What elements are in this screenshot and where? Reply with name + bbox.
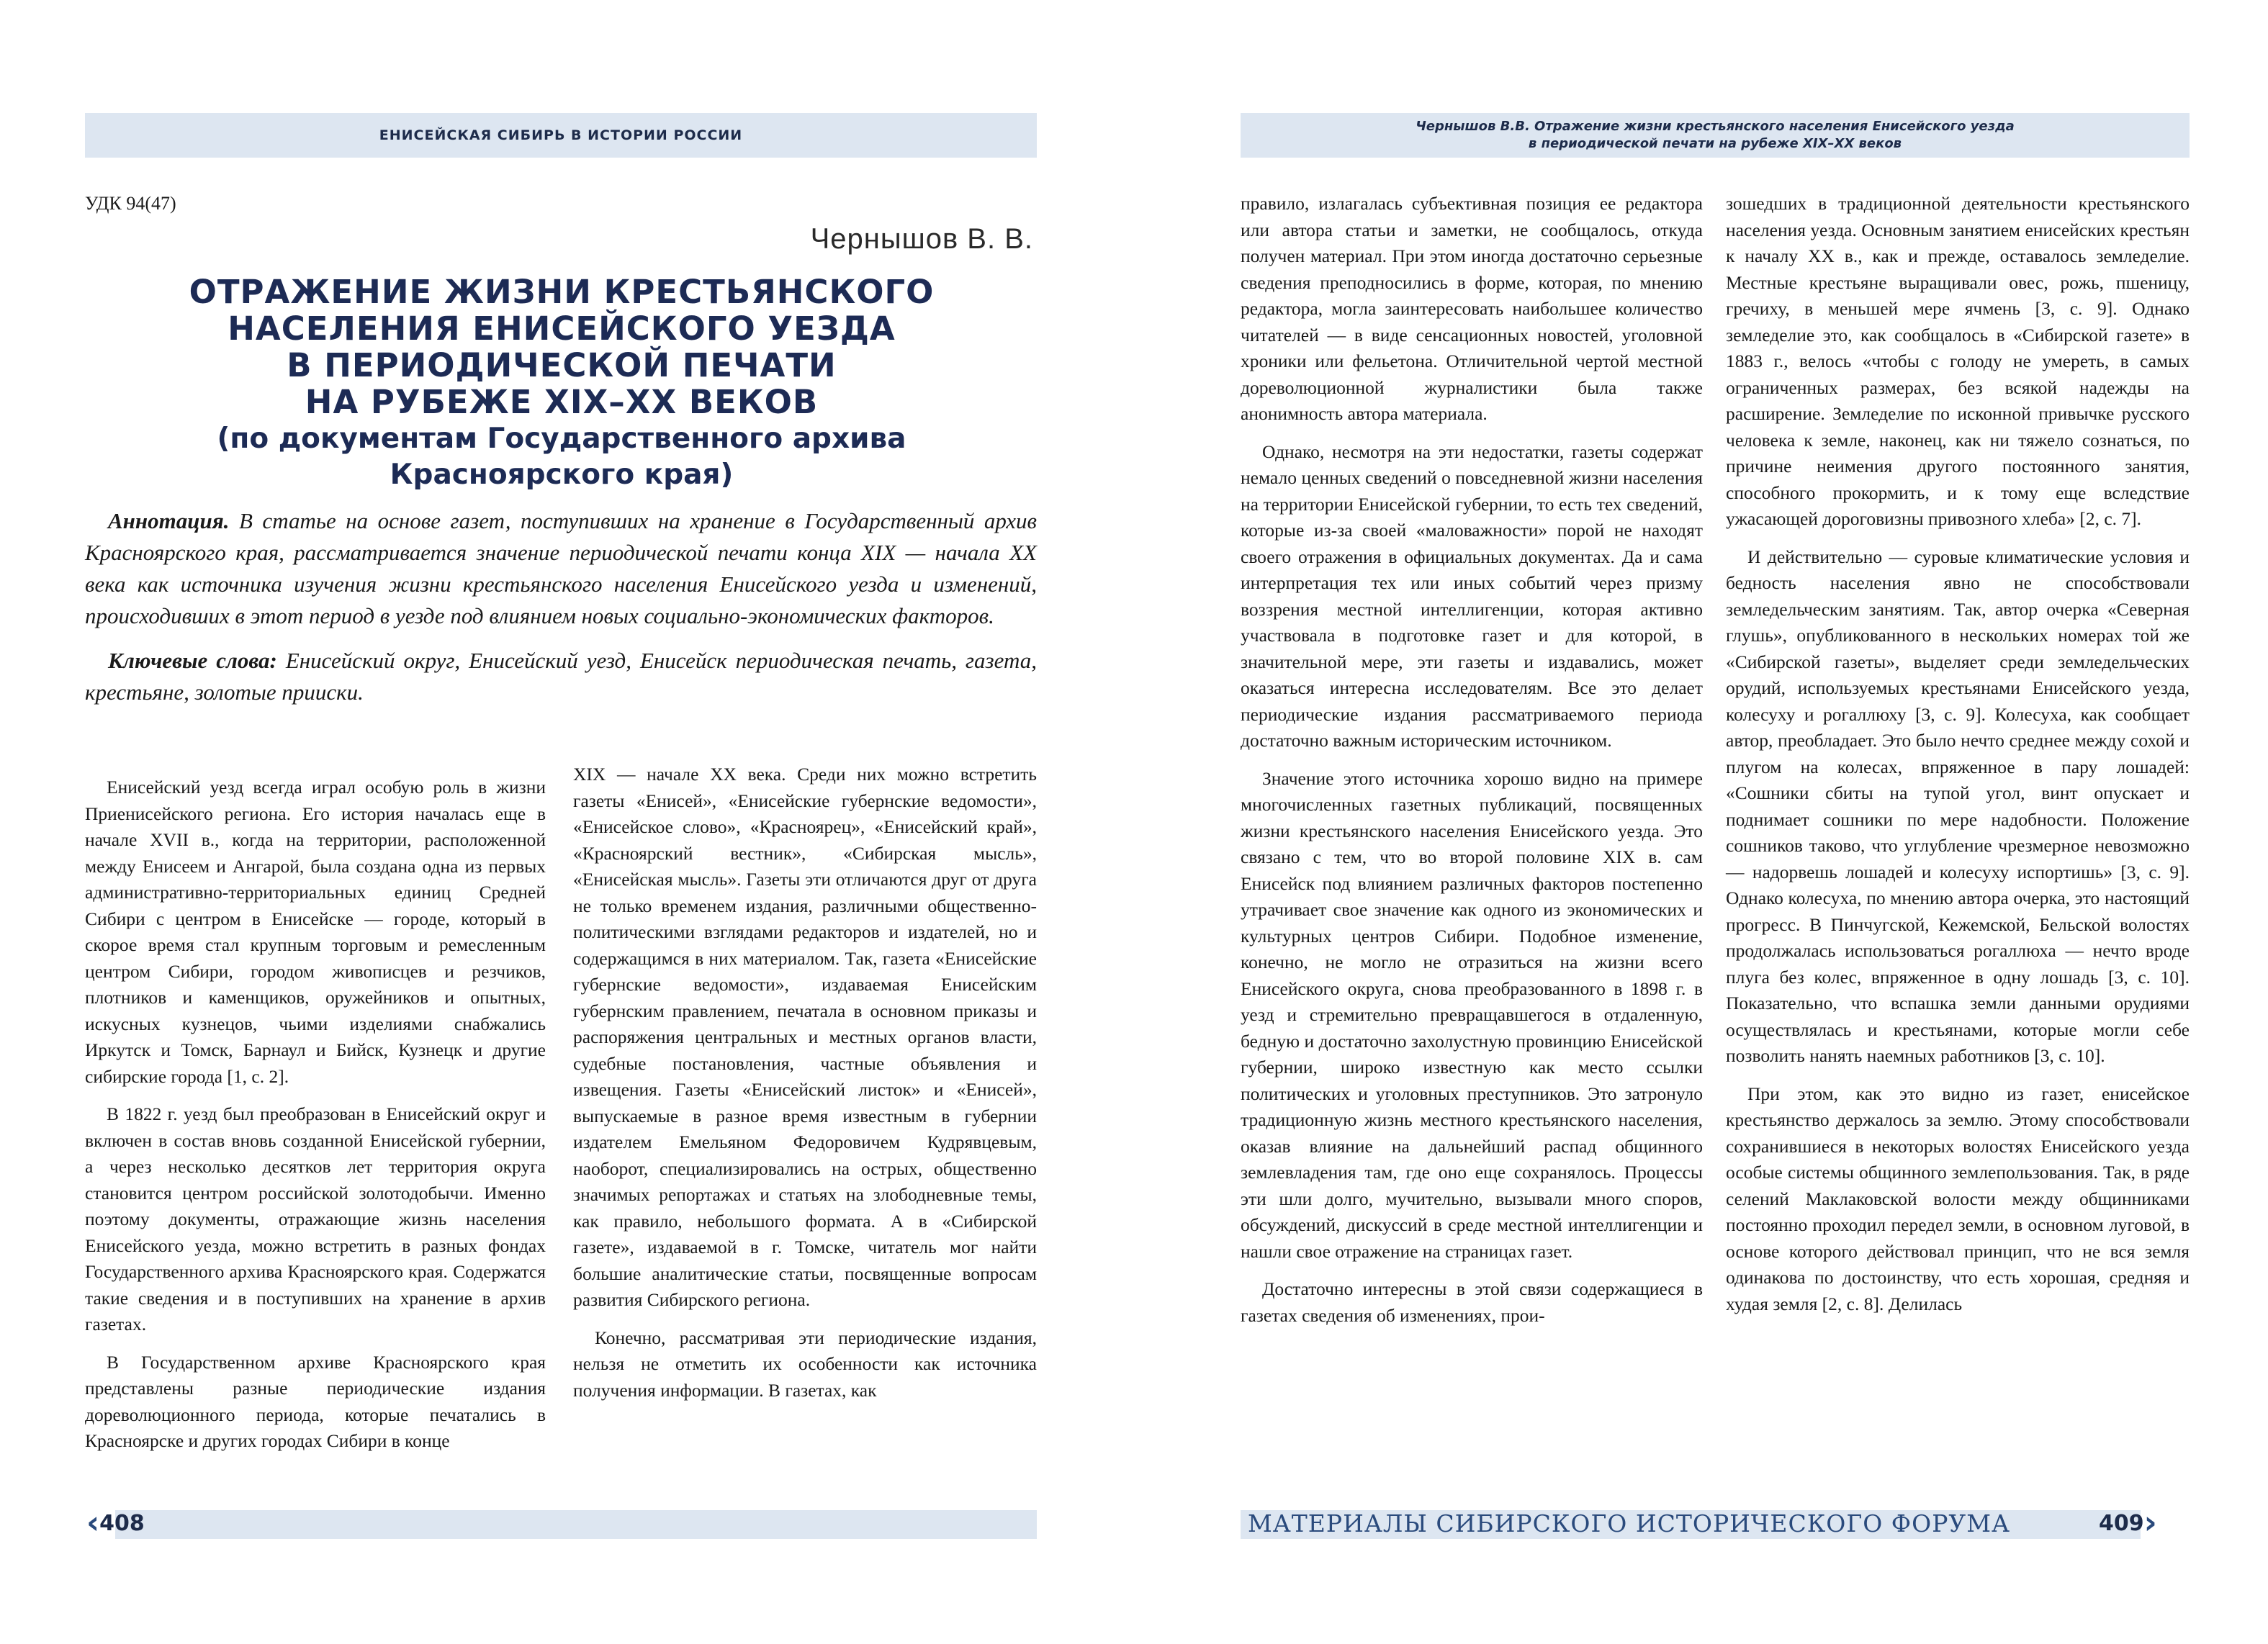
paragraph: Значение этого источника хорошо видно на примере многочисленных газетных публикаций, посвященных жизни крестьянского населения Енисейского уезда. Это связано с тем, что во второй половине XIX в. сам Енисейск под влиянием различных факторов постепенно утрачивает свое значение как одного из экономических и культурных центров Сибири. Подобное изменение, конечно, не могло не отразиться на жизни всего Енисейского округа, снова преобразованного в 1898 г. в уезд и стремительно превращавшегося в отдаленную, бедную и достаточно захолустную провинцию Енисейской губернии, широко известную как место ссылки политических и уголовных преступников. Это затронуло традиционную жизнь местного крестьянского населения, оказав влияние на дальнейший распад общинного землевладения там, где оно еще сохранялось. Процессы эти шли долго, мучительно, вызывали много споров, обсуждений, дискуссий в среде местной интеллигенции и нашли свое отражение на страницах газет. <box>1241 767 1703 1262</box>
abstract-text: В статье на основе газет, поступивших на хранение в Государственный архив Красноярского края, рассматривается значение периодической печати конца XIX — начала XX века как источника изучения жизни крестьянского населения Енисейского уезда и изменений, происходивших в этот период в уезде под влиянием новых социально-экономических факторов. <box>85 508 1037 628</box>
paragraph: Конечно, рассматривая эти периодические издания, нельзя не отметить их особенности как источника получения информации. В газетах, как <box>573 1327 1037 1401</box>
running-head <box>1241 113 2190 158</box>
article-subtitle <box>108 421 1015 493</box>
paragraph: XIX — начале XX века. Среди них можно встретить газеты «Енисей», «Енисейские губернские ведомости», «Енисейское слово», «Красноярец», «Енисейский край», «Красноярский вестник», «Сибирская мысль», «Енисейская мысль». Газеты эти отличаются друг от друга не только временем издания, различными общественно-политическими взглядами редакторов и издателей, но и содержащимся в них материалом. Так, газета «Енисейские губернские ведомости», издаваемая Енисейским губернским правлением, печатала в основном приказы и распоряжения центральных и местных органов власти, судебные постановления, частные объявления и извещения. Газеты «Енисейский листок» и «Енисей», выпускаемые в разное время известным в губернии издателем Емельяном Федоровичем Кудрявцевым, наоборот, специализировались на острых, общественно значимых репортажах и статьях на злободневные темы, как правило, небольшого формата. А в «Сибирской газете», издаваемой в г. Томске, читатель мог найти большие аналитические статьи, посвященные вопросам развития Сибирского региона. <box>573 764 1037 1310</box>
title-line: ОТРАЖЕНИЕ ЖИЗНИ КРЕСТЬЯНСКОГО <box>189 273 935 311</box>
page-number-text: 408 <box>99 1510 145 1536</box>
chevron-right-icon: › <box>2143 1504 2157 1541</box>
udk-code: УДК 94(47) <box>85 193 176 214</box>
article-title <box>108 274 1015 420</box>
page-number-text: 409 <box>2099 1510 2144 1536</box>
left-column-1 <box>85 774 546 1466</box>
abstract-block <box>85 505 1037 721</box>
running-head-text: ЕНИСЕЙСКАЯ СИБИРЬ В ИСТОРИИ РОССИИ <box>379 127 743 143</box>
page-number-left <box>86 1504 145 1541</box>
title-line: В ПЕРИОДИЧЕСКОЙ ПЕЧАТИ <box>287 346 837 384</box>
abstract-label: Аннотация. <box>108 508 230 533</box>
chevron-left-icon: ‹ <box>86 1504 100 1541</box>
journal-title: МАТЕРИАЛЫ СИБИРСКОГО ИСТОРИЧЕСКОГО ФОРУМА <box>1248 1509 2011 1537</box>
keywords-label: Ключевые слова: <box>108 648 277 673</box>
subtitle-line: (по документам Государственного архива <box>217 423 906 455</box>
paragraph: В 1822 г. уезд был преобразован в Енисейский округ и включен в состав вновь созданной Енисейской губернии, а через несколько десятков лет территория округа становится центром российской золотодобычи. Именно поэтому документы, отражающие жизнь населения Енисейского уезда, можно встретить в разных фондах Государственного архива Красноярского края. Содержатся такие сведения и в поступивших на хранение в архив газетах. <box>85 1103 546 1334</box>
paragraph: При этом, как это видно из газет, енисейское крестьянство держалось за землю. Этому способствовали сохранившиеся в некоторых волостях Енисейского уезда особые системы общинного землепользования. Так, в ряде селений Маклаковской волости между общинниками постоянно проходил передел земли, в основном луговой, в основе которого действовал принцип, что не вся земля одинакова по достоинству, что есть хорошая, средняя и худая земля [2, с. 8]. Делилась <box>1726 1083 2190 1314</box>
footer-band <box>115 1510 1037 1539</box>
abstract <box>85 505 1037 632</box>
right-column-1 <box>1241 191 1703 1340</box>
right-column-2 <box>1726 191 2190 1329</box>
right-page <box>1134 0 2268 1644</box>
subtitle-line: Красноярского края) <box>390 459 734 491</box>
paragraph: В Государственном архиве Красноярского края представлены разные периодические издания дореволюционного периода, которые печатались в Красноярске и других городах Сибири в конце <box>85 1351 546 1451</box>
paragraph: И действительно — суровые климатические условия и бедность населения явно не способствовали земледельческим занятиям. Так, автор очерка «Северная глушь», опубликованного в нескольких номерах той же «Сибирской газеты», выделяет среди земледельческих орудий, используемых крестьянами Енисейского уезда, колесуху и рогаллюху [3, с. 9]. Колесуха, как сообщает автор, преобладает. Это было нечто среднее между сохой и плугом на колесах, впряженное в пару лошадей: «Сошники сбиты на тупой угол, винт опускает и поднимает сошники по мере надобности. Положение сошников таково, что углубление чрезмерное невозможно — надорвешь лошадей и колесуху испортишь» [3, с. 9]. Однако колесуха, по мнению автора очерка, это настоящий прогресс. В Пинчугской, Кежемской, Бельской волостях продолжалась использоваться рогаллюха — нечто вроде плуга без колес, впряженное в одну лошадь [3, с. 10]. Показательно, что вспашка земли данными орудиями осуществлялась и крестьянами, которые могли себе позволить нанять наемных работников [3, с. 10]. <box>1726 546 2190 1066</box>
running-head-line: в периодической печати на рубеже XIX–XX веков <box>1528 136 1902 151</box>
left-column-2 <box>573 762 1037 1415</box>
title-line: НАСЕЛЕНИЯ ЕНИСЕЙСКОГО УЕЗДА <box>228 310 896 348</box>
paragraph: правило, излагалась субъективная позиция ее редактора или автора статьи и заметки, не сообщалось, откуда получен материал. При этом иногда достаточно серьезные сведения преподносились в форме, которая, по мнению редактора, могла заинтересовать наибольшее количество читателей — в виде сенсационных новостей, уголовной хроники или фельетона. Отличительной чертой местной дореволюционной журналистики была также анонимность автора материала. <box>1241 193 1703 424</box>
paragraph: Енисейский уезд всегда играл особую роль в жизни Приенисейского региона. Его история началась еще в начале XVII в., когда на территории, расположенной между Енисеем и Ангарой, была создана одна из первых административно-территориальных единиц Средней Сибири с центром в Енисейске — городе, который в скорое время стал крупным торговым и ремесленным центром Сибири, городом живописцев и резчиков, плотников и каменщиков, оружейников и опытных, искусных кузнецов, чьими изделиями снабжались Иркутск и Томск, Барнаул и Бийск, Кузнецк и другие сибирские города [1, с. 2]. <box>85 777 546 1087</box>
paragraph: Однако, несмотря на эти недостатки, газеты содержат немало ценных сведений о повседневной жизни населения на территории Енисейской губернии, то есть тех сведений, которые из-за своей «маловажности» порой не находят своего отражения в официальных документах. Да и сама интерпретация тех или иных событий через призму воззрения местной интеллигенции, которая активно участвовала в подготовке газет и для которой, в значительной мере, эти газеты и издавались, может оказаться интересна исследователям. Все это делает периодические издания рассматриваемого периода достаточно важным историческим источником. <box>1241 441 1703 751</box>
article-author: Чернышов В. В. <box>810 223 1033 255</box>
running-head <box>85 113 1037 158</box>
paragraph: зошедших в традиционной деятельности крестьянского населения уезда. Основным занятием енисейских крестьян к началу XX в., как и прежде, оставалось земледелие. Местные крестьяне выращивали овес, рожь, пшеницу, гречиху, в меньшей мере ячмень [3, с. 9]. Однако земледелие это, как сообщалось в «Сибирской газете» в 1883 г., велось «чтобы с голоду не умереть, в самых ограниченных размерах, без всякой надежды на расширение. Земледелие по исконной привычке русского человека к земле, наконец, как ни тяжело сознаться, по причине неимения другого постоянного занятия, способного прокормить, и к тому еще вследствие ужасающей дороговизны привозного хлеба» [2, с. 7]. <box>1726 193 2190 529</box>
running-head-line: Чернышов В.В. Отражение жизни крестьянского населения Енисейского уезда <box>1416 119 2015 134</box>
keywords-text: Енисейский округ, Енисейский уезд, Енисейск периодическая печать, газета, крестьяне, золотые прииски. <box>85 648 1037 705</box>
paragraph: Достаточно интересны в этой связи содержащиеся в газетах сведения об изменениях, прои- <box>1241 1278 1703 1326</box>
page-number-right <box>2099 1504 2157 1541</box>
title-line: НА РУБЕЖЕ XIX–XX ВЕКОВ <box>305 383 819 421</box>
keywords <box>85 645 1037 708</box>
